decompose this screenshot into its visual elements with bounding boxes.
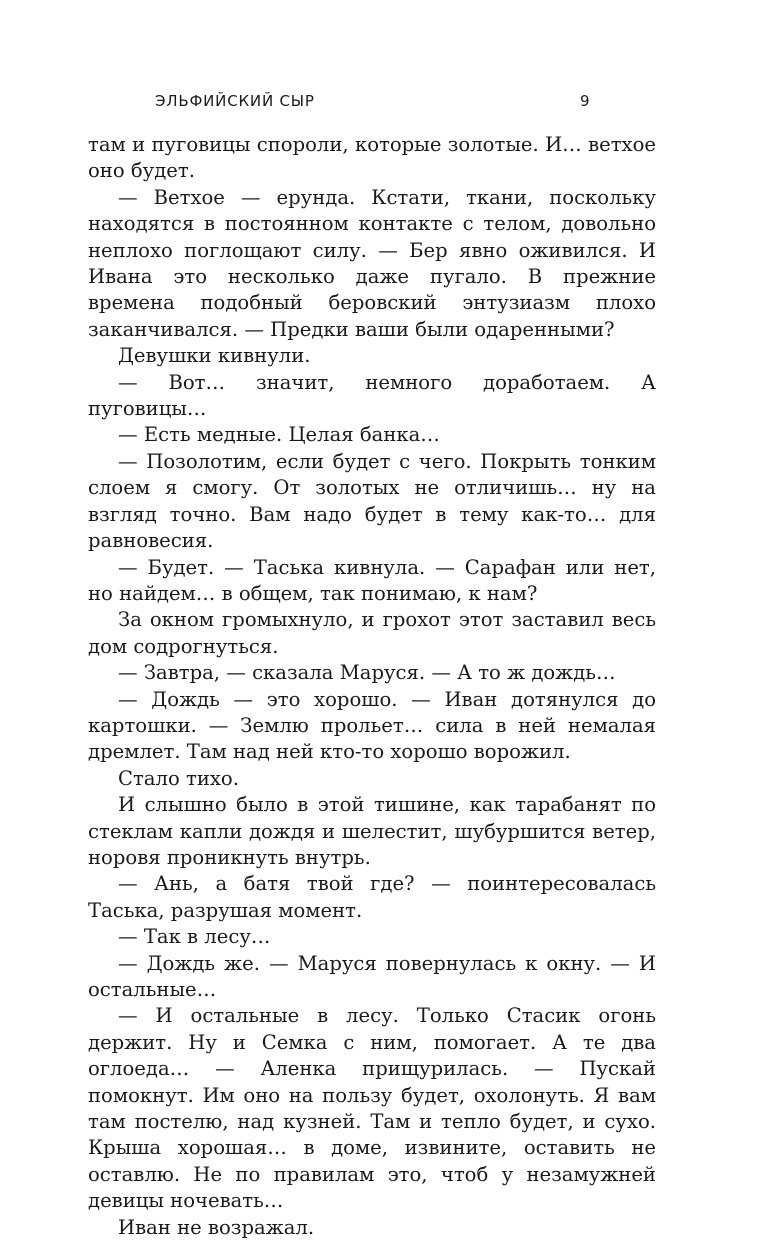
running-head-title: ЭЛЬФИЙСКИЙ СЫР [155,92,315,110]
page-number: 9 [580,92,590,110]
paragraph: — Дождь — это хорошо. — Иван дотянулся до картошки. — Землю прольет… сила в ней немалая дремлет. Там над ней кто-то хорошо ворожил. [88,687,656,764]
paragraph: — Вот… значит, немного доработаем. А пуговицы… [88,370,656,421]
paragraph: Иван не возражал. [118,1215,315,1239]
paragraph: — Есть медные. Целая банка… [118,423,440,447]
paragraph: — Будет. — Таська кивнула. — Сарафан или нет, но найдем… в общем, так понимаю, к нам? [88,555,656,605]
paragraph: Девушки кивнули. [118,344,311,368]
paragraph: — Дождь же. — Маруся повернулась к окну. — И остальные… [88,951,656,1001]
paragraph: там и пуговицы спороли, которые золотые. И… ветхое оно будет. [88,133,656,183]
paragraph: — Так в лесу… [118,925,271,949]
paragraph: — Позолотим, если будет с чего. Покрыть тонким слоем я смогу. От золотых не отличишь… ну на взгляд точно. Вам надо будет в тему как-то… для равновесия. [88,449,656,553]
paragraph: — Ань, а батя твой где? — поинтересовалась Таська, разрушая момент. [88,872,656,922]
body-text [88,132,656,1241]
paragraph: За окном громыхнуло, и грохот этот заставил весь дом содрогнуться. [88,608,656,658]
paragraph: — Ветхое — ерунда. Кстати, ткани, поскольку находятся в постоянном контакте с телом, довольно неплохо поглощают силу. — Бер явно оживился. И Ивана это несколько даже пугало. В прежние времена подобный беровский энтузиазм плохо заканчивался. — Предки ваши были одаренными? [88,185,656,341]
paragraph: — Завтра, — сказала Маруся. — А то ж дождь… [118,661,616,685]
paragraph: Стало тихо. [118,766,239,790]
paragraph: И слышно было в этой тишине, как тарабанят по стеклам капли дождя и шелестит, шубуршится ветер, норовя проникнуть внутрь. [88,793,656,869]
paragraph: — И остальные в лесу. Только Стасик огонь держит. Ну и Семка с ним, помогает. А те два оглоеда… — Аленка прищурилась. — Пускай помокнут. Им оно на пользу будет, охолонуть. Я вам там постелю, над кузней. Там и тепло будет, и сухо. Крыша хорошая… в доме, извините, оставить не оставлю. Не по правилам это, чтоб у незамужней девицы ночевать… [88,1004,656,1213]
